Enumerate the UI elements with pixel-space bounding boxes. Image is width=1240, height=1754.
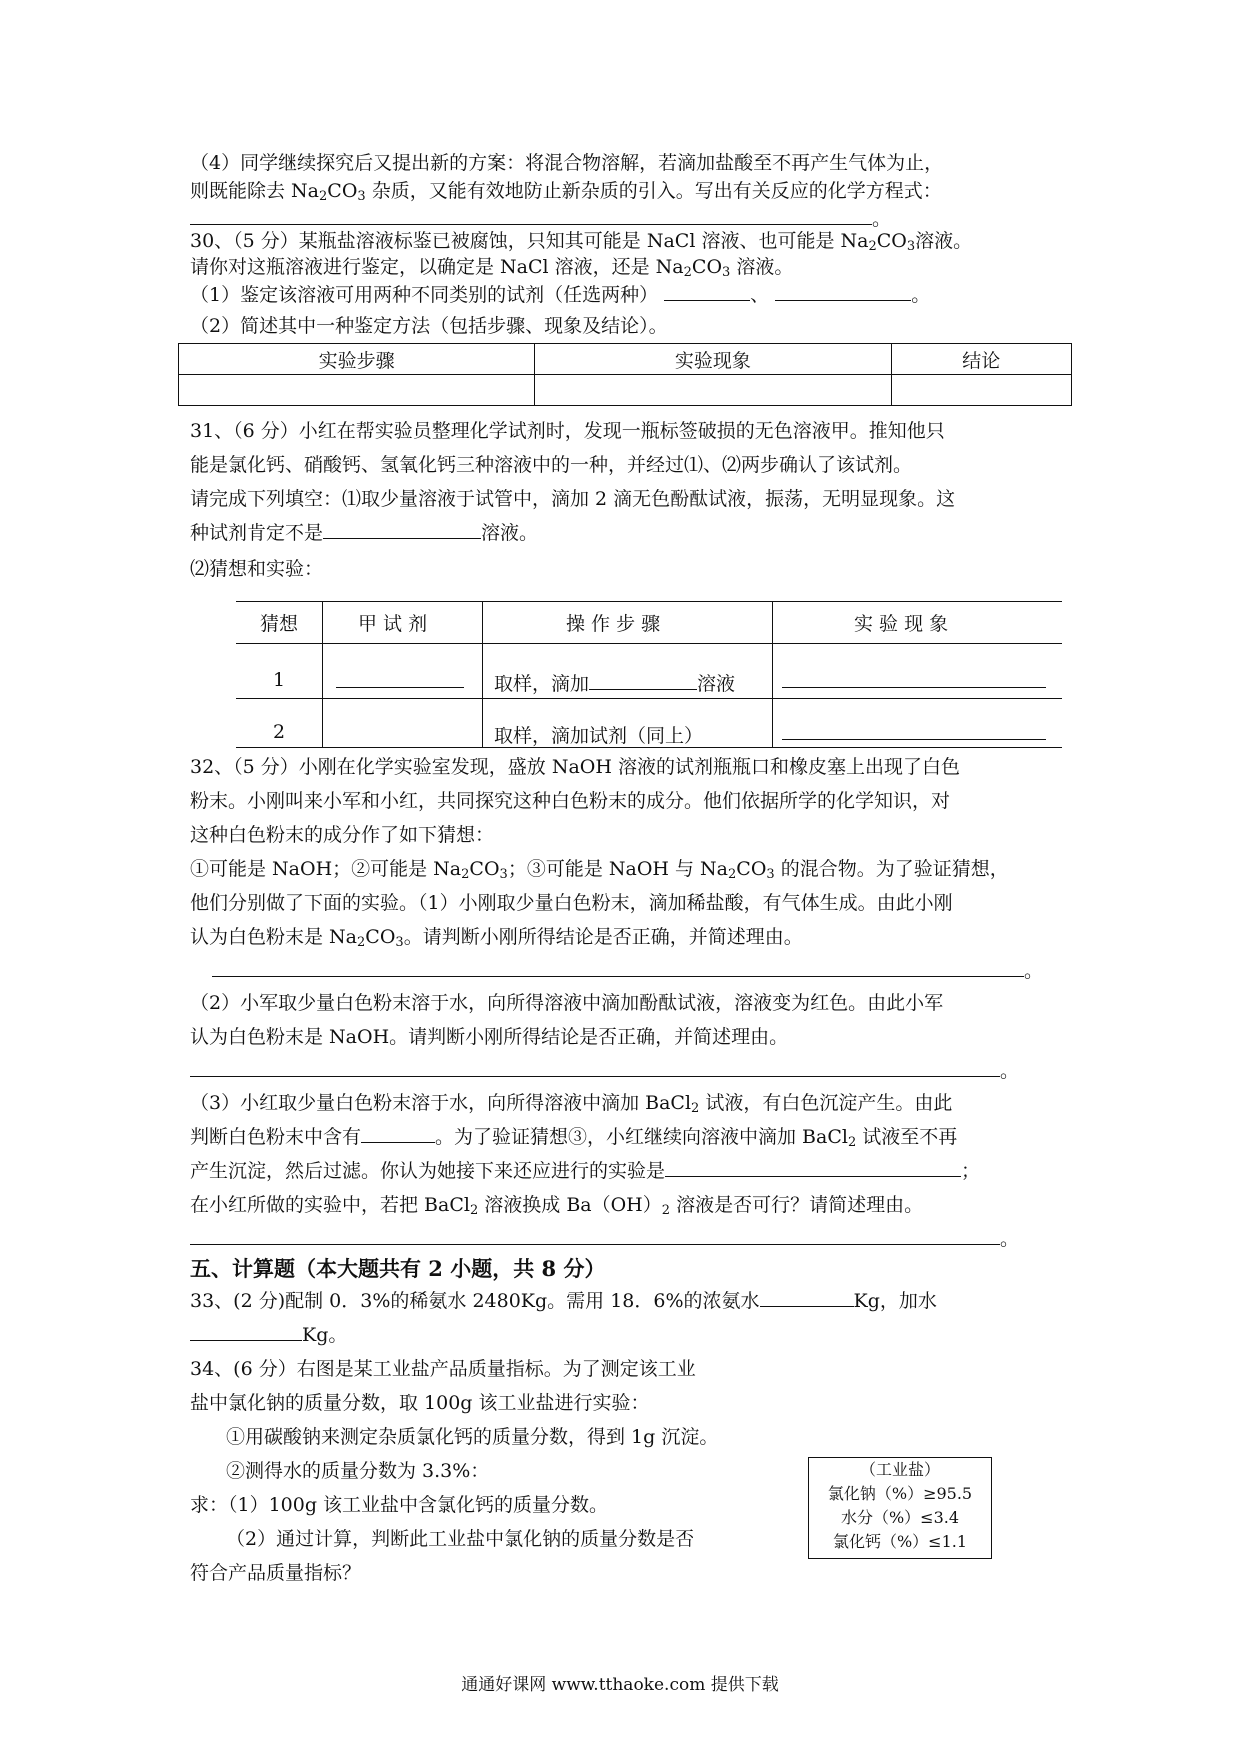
section5-title: 五、计算题（本大题共有 2 小题，共 8 分）	[190, 1256, 606, 1281]
q29-4-answer-line: 。	[190, 206, 891, 232]
q32-line3: 这种白色粉末的成分作了如下猜想：	[190, 824, 495, 846]
water-blank[interactable]	[190, 1322, 302, 1341]
header-step: 实验步骤	[179, 344, 535, 375]
q32-line6: 认为白色粉末是 $Na_2CO_3$。请判断小刚所得结论是否正确，并简述理由。	[190, 926, 803, 950]
spec-nacl: 氯化钠（%）≥95.5	[827, 1484, 973, 1503]
q32-answer-2: 。	[190, 1058, 1019, 1084]
q34-line5: 求：（1）100g 该工业盐中含氯化钙的质量分数。	[190, 1494, 609, 1516]
q32-answer-1: 。	[212, 958, 1043, 984]
header-phenomenon: 实 验 现 象	[854, 613, 949, 635]
q31-line5: ⑵猜想和实验：	[190, 558, 324, 580]
answer-blank[interactable]	[190, 206, 872, 225]
contains-blank[interactable]	[361, 1124, 435, 1143]
footer: 通通好课网 www.tthaoke.com 提供下载	[461, 1675, 779, 1695]
q33-line2: Kg。	[190, 1322, 347, 1348]
q32-line2: 粉末。小刚叫来小军和小红，共同探究这种白色粉末的成分。他们依据所学的化学知识，对	[190, 790, 951, 812]
q34-line1: 34、(6 分）右图是某工业盐产品质量指标。为了测定该工业	[190, 1358, 696, 1380]
cell-phenomenon[interactable]	[535, 375, 891, 406]
row2-guess: 2	[273, 721, 286, 743]
q30-line4: （2）简述其中一种鉴定方法（包括步骤、现象及结论）。	[190, 315, 668, 337]
q30-line3: （1）鉴定该溶液可用两种不同类别的试剂（任选两种） 、 。	[190, 284, 931, 306]
reagent-blank-1[interactable]	[664, 282, 750, 301]
q32-line1: 32、（5 分）小刚在化学实验室发现，盛放 NaOH 溶液的试剂瓶瓶口和橡皮塞上出现了白色	[190, 756, 960, 778]
row2-operation: 取样，滴加试剂（同上）	[494, 725, 704, 747]
header-reagent: 甲 试 剂	[358, 613, 428, 635]
q32-line9: （3）小红取少量白色粉末溶于水，向所得溶液中滴加 BaCl$_2$ 试液，有白色沉淀产生。由此	[190, 1092, 953, 1116]
row1-reagent[interactable]	[336, 669, 464, 693]
q31-line3: 请完成下列填空：⑴取少量溶液于试管中，滴加 2 滴无色酚酞试液，振荡，无明显现象。这	[190, 488, 956, 510]
q34-line4: ②测得水的质量分数为 3.3%：	[226, 1460, 490, 1482]
next-experiment-blank[interactable]	[665, 1158, 961, 1177]
q34-line7: 符合产品质量指标？	[190, 1562, 362, 1584]
q32-line8: 认为白色粉末是 NaOH。请判断小刚所得结论是否正确，并简述理由。	[190, 1026, 789, 1048]
header-phenomenon: 实验现象	[535, 344, 891, 375]
q34-line6: （2）通过计算，判断此工业盐中氯化钠的质量分数是否	[226, 1528, 695, 1550]
row2-phenomenon[interactable]	[782, 721, 1046, 745]
answer-blank[interactable]	[190, 1226, 1000, 1245]
concentrate-blank[interactable]	[760, 1288, 854, 1307]
q32-line11: 产生沉淀，然后过滤。你认为她接下来还应进行的实验是 ；	[190, 1160, 981, 1182]
row1-phenomenon[interactable]	[782, 669, 1046, 693]
q32-line5: 他们分别做了下面的实验。（1）小刚取少量白色粉末，滴加稀盐酸，有气体生成。由此小刚	[190, 892, 953, 914]
header-operation: 操 作 步 骤	[566, 613, 661, 635]
q29-4-line1: （4）同学继续探究后又提出新的方案：将混合物溶解，若滴加盐酸至不再产生气体为止，	[190, 152, 944, 174]
spec-title: （工业盐）	[859, 1460, 940, 1479]
reagent-blank-2[interactable]	[775, 282, 911, 301]
q33-line1: 33、(2 分)配制 0．3%的稀氨水 2480Kg。需用 18．6%的浓氨水 Kg，加水	[190, 1290, 937, 1312]
industrial-salt-spec-box	[808, 1457, 992, 1559]
q30-line2: 请你对这瓶溶液进行鉴定，以确定是 NaCl 溶液，还是 $Na_2CO_3$ 溶液。	[190, 256, 794, 280]
excluded-blank[interactable]	[323, 520, 481, 539]
q32-line7: （2）小军取少量白色粉末溶于水，向所得溶液中滴加酚酞试液，溶液变为红色。由此小军	[190, 992, 944, 1014]
header-conclusion: 结论	[891, 344, 1072, 375]
answer-blank[interactable]	[212, 958, 1024, 977]
q31-line2: 能是氯化钙、硝酸钙、氢氧化钙三种溶液中的一种，并经过⑴、⑵两步确认了该试剂。	[190, 454, 913, 476]
row1-operation-blank[interactable]	[589, 671, 697, 690]
q31-line4: 种试剂肯定不是 溶液。	[190, 522, 539, 544]
spec-water: 水分（%）≤3.4	[840, 1508, 960, 1527]
q32-line12: 在小红所做的实验中，若把 BaCl$_2$ 溶液换成 $Ba(OH)_2$ 溶液是否可行？请简述理由。	[190, 1194, 924, 1218]
cell-conclusion[interactable]	[891, 375, 1072, 406]
spec-cacl2: 氯化钙（%）≤1.1	[832, 1532, 968, 1551]
q34-line3: ①用碳酸钠来测定杂质氯化钙的质量分数，得到 1g 沉淀。	[226, 1426, 719, 1448]
q31-line1: 31、（6 分）小红在帮实验员整理化学试剂时，发现一瓶标签破损的无色溶液甲。推知他只	[190, 420, 945, 442]
q32-line10: 判断白色粉末中含有 。为了验证猜想③，小红继续向溶液中滴加 BaCl$_2$ 试液至不再	[190, 1126, 958, 1150]
q30-line1: 30、（5 分）某瓶盐溶液标鉴已被腐蚀，只知其可能是 NaCl 溶液、也可能是 $Na_2CO_3$溶液。	[190, 230, 973, 254]
q29-4-line2: 则既能除去 $Na_2CO_3$ 杂质，又能有效地防止新杂质的引入。写出有关反应的化学方程式：	[190, 180, 942, 204]
header-guess: 猜想	[260, 613, 299, 635]
q32-answer-3: 。	[190, 1226, 1019, 1252]
q34-line2: 盐中氯化钠的质量分数，取 100g 该工业盐进行实验：	[190, 1392, 650, 1414]
q30-experiment-table	[178, 343, 1072, 406]
cell-step[interactable]	[179, 375, 535, 406]
q32-line4: ①可能是 NaOH；②可能是 $Na_2CO_3$；③可能是 NaOH 与 $Na_2CO_3$ 的混合物。为了验证猜想，	[190, 858, 1009, 882]
row1-guess: 1	[273, 669, 286, 691]
row1-operation: 取样，滴加 溶液	[494, 673, 736, 695]
q31-guess-table	[236, 601, 1062, 747]
answer-blank[interactable]	[190, 1058, 1000, 1077]
